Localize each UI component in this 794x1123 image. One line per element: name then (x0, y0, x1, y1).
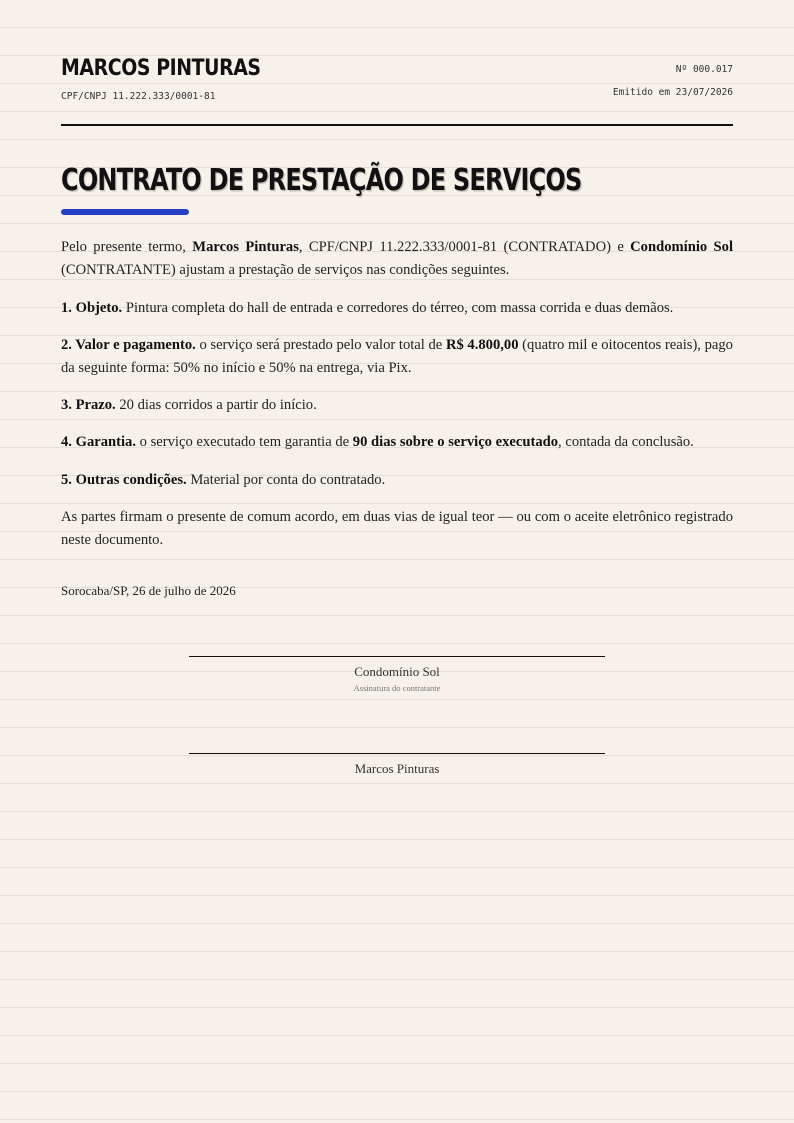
clause-payment (61, 334, 733, 379)
clause-payment-amount: R$ 4.800,00 (445, 337, 519, 353)
clause-object-label: 1. Objeto. (61, 300, 123, 316)
signature-line (189, 753, 605, 754)
page-title: CONTRATO DE PRESTAÇÃO DE SERVIÇOS (61, 163, 582, 198)
signature-line (189, 656, 605, 657)
header-divider (61, 124, 733, 126)
clause-warranty-highlight: 90 dias sobre o serviço executado (352, 434, 559, 450)
clause-warranty (61, 431, 733, 454)
clause-other-label: 5. Outras condições. (61, 472, 187, 488)
company-document-id: CPF/CNPJ 11.222.333/0001-81 (61, 91, 216, 102)
title-accent-bar (61, 209, 189, 215)
clause-warranty-text-1: o serviço executado tem garantia de (136, 434, 353, 450)
client-name: Condomínio Sol (630, 239, 733, 255)
intro-text-3: (CONTRATANTE) ajustam a prestação de serviços nas condições seguintes. (61, 261, 510, 278)
clause-object-text: Pintura completa do hall de entrada e corredores do térreo, com massa corrida e duas demãos. (122, 300, 674, 316)
signature-block-contractor (189, 753, 605, 777)
issue-date: Emitido em 23/07/2026 (612, 87, 733, 98)
clause-warranty-text-2: , contada da conclusão. (558, 434, 694, 450)
signature-block-client (189, 656, 605, 693)
clause-other-text: Material por conta do contratado. (186, 472, 386, 488)
clause-other (61, 469, 733, 492)
document-header (61, 0, 733, 126)
clause-object (61, 297, 733, 320)
place-and-date: Sorocaba/SP, 26 de julho de 2026 (61, 583, 236, 598)
signature-name: Condomínio Sol (354, 664, 440, 679)
clause-term-label: 3. Prazo. (61, 397, 116, 413)
signature-name: Marcos Pinturas (354, 761, 440, 776)
clause-warranty-label: 4. Garantia. (61, 434, 136, 450)
document-number: Nº 000.017 (675, 64, 733, 75)
clause-term (61, 394, 733, 417)
intro-text-2: , CPF/CNPJ 11.222.333/0001-81 (CONTRATADO) e (298, 239, 631, 255)
clause-payment-label: 2. Valor e pagamento. (61, 337, 196, 353)
company-name: MARCOS PINTURAS (61, 56, 261, 81)
intro-text-1: Pelo presente termo, (61, 239, 193, 255)
contractor-name: Marcos Pinturas (192, 239, 299, 255)
signature-role: Assinatura do contratante (353, 683, 441, 693)
clause-payment-text-1: o serviço será prestado pelo valor total de (195, 337, 446, 353)
clause-term-text: 20 dias corridos a partir do início. (115, 397, 317, 413)
contract-page (61, 0, 733, 776)
closing-paragraph: As partes firmam o presente de comum acordo, em duas vias de igual teor — ou com o aceite eletrônico registrado neste documento. (61, 509, 733, 548)
intro-paragraph (61, 236, 733, 281)
clause-payment-text-2: (quatro mil e oitocentos reais), pago da seguinte forma: 50% no início e 50% na entrega, via Pix. (61, 337, 733, 376)
